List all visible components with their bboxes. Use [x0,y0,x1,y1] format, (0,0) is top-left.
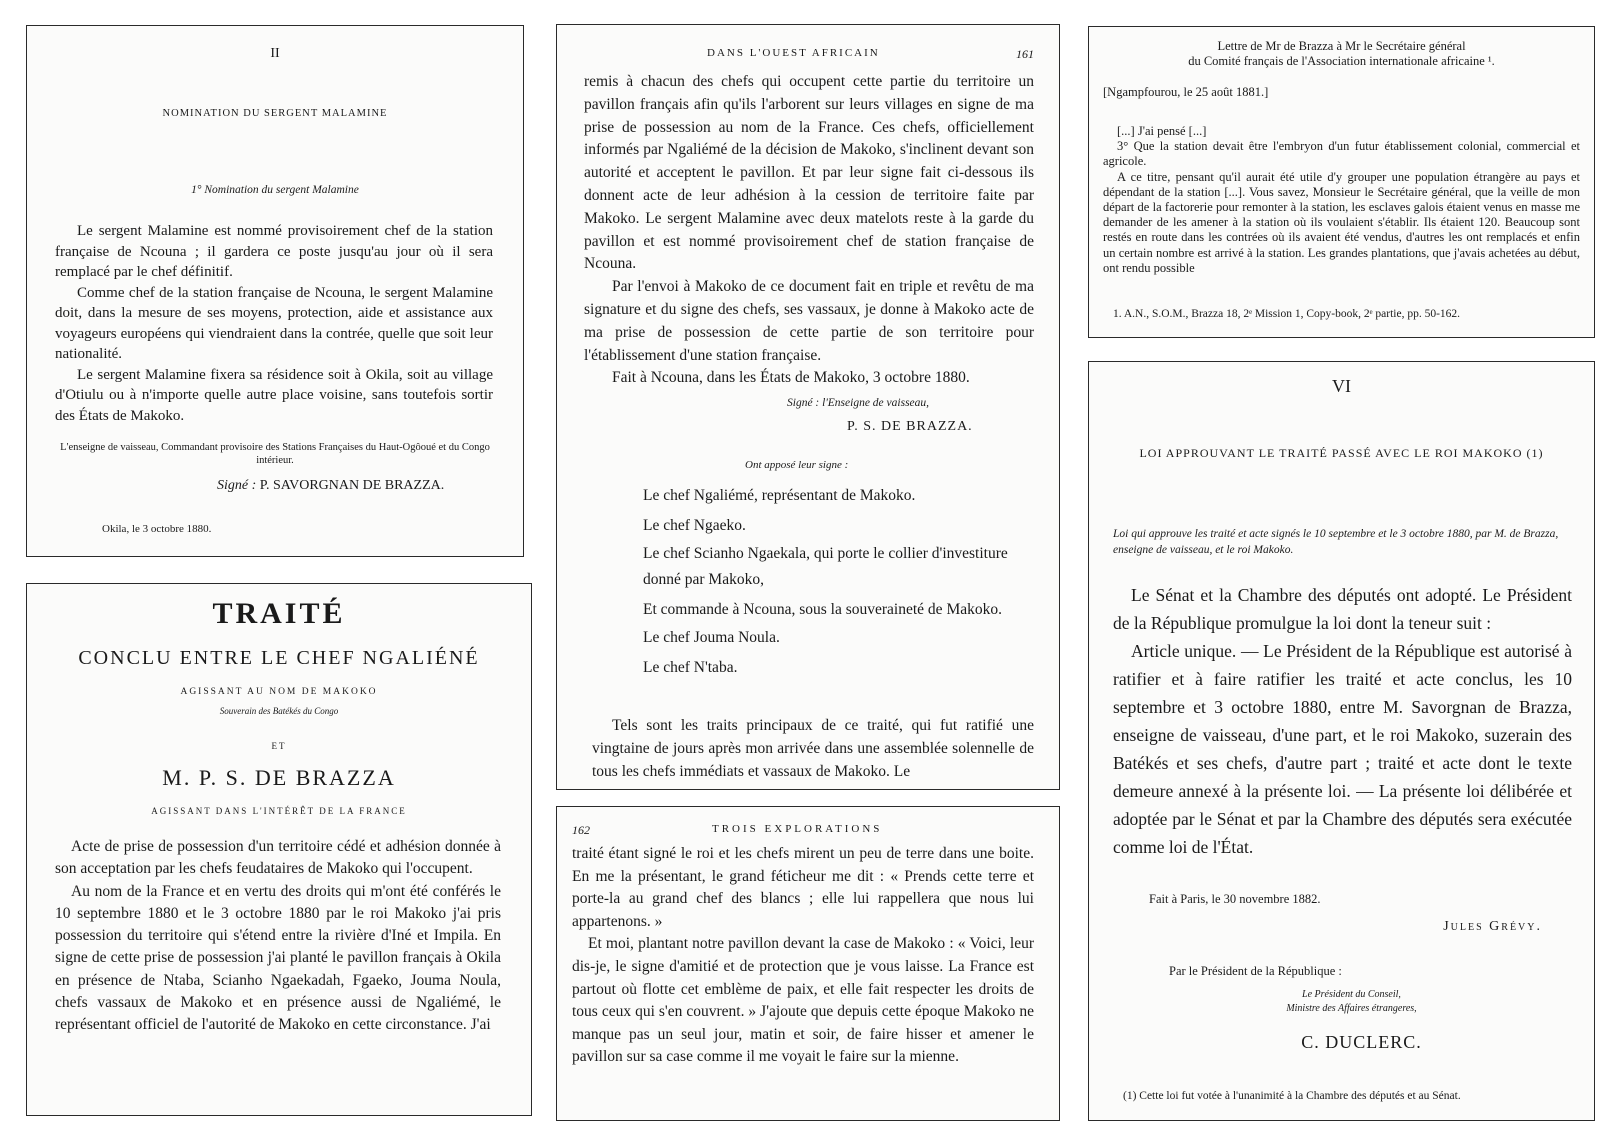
panel-loi [1088,361,1595,1121]
list-item: Le chef Scianho Ngaekala, qui porte le collier d'investiture donné par Makoko, [643,545,1008,588]
signature [217,478,444,494]
chief-list [643,481,1034,683]
treaty-line: ET [271,741,287,751]
list-item: Le chef Ngaliémé, représentant de Makoko. [643,487,916,504]
paragraph: 3° Que la station devait être l'embryon d'un futur établissement colonial, commercial et agricole. [1103,139,1580,169]
body-text [592,715,1034,783]
countersign-label: Par le Président de la République : [1169,964,1342,978]
signatory-title: L'enseigne de vaisseau, Commandant provisoire des Stations Françaises du Haut-Ogôoué et du Congo intérieur. [60,442,490,466]
list-item: Et commande à Ncouna, sous la souveraineté de Makoko. [643,601,1002,618]
list-item: Le chef Ngaeko. [643,517,746,534]
paragraph: Par l'envoi à Makoko de ce document fait en triple et revêtu de ma signature et du signe des chefs, ses vassaux, je donne à Makoko acte de ma prise de possession de cette partie de son territoire pour l'établissement d'une station française. [584,278,1034,364]
signature-name: P. S. DE BRAZZA. [847,419,973,434]
signature-label: Signé : l'Enseigne de vaisseau, [787,397,930,409]
subheading: 1° Nomination du sergent Malamine [191,184,359,196]
treaty-line: AGISSANT AU NOM DE MAKOKO [180,687,378,697]
paragraph: Au nom de la France et en vertu des droits qui m'ont été conférés le 10 septembre 1880 et le 3 octobre 1880 par le roi Makoko j'ai pris possession du territoire qui s'étend entre la rivière d'Iné et Impila. En signe de cette prise de possession j'ai planté le pavillon français à Okila en présence de Ntaba, Scianho Ngaekadah, Fgaeko, Jouma Noula, chefs vassaux de Makoko et en présence aussi de Ngaliémé, le représentant officiel de l'autorité de Makoko en cette circonstance. J'ai [55,882,501,1034]
paragraph: Le sergent Malamine est nommé provisoirement chef de la station française de Ncouna ; il gardera ce poste jusqu'au jour où il sera remplacé par le chef définitif. [55,223,493,280]
letter-title-line: Lettre de Mr de Brazza à Mr le Secrétaire général [1217,39,1466,53]
body-text [572,843,1034,1069]
panel-page-161 [556,24,1060,790]
body-text [1113,581,1572,861]
signature-name: P. SAVORGNAN DE BRAZZA. [259,478,445,493]
section-heading: NOMINATION DU SERGENT MALAMINE [162,108,388,119]
paragraph: traité étant signé le roi et les chefs mirent un peu de terre dans une boite. En me la présentant, le grand féticheur me dit : « Prends cette terre et porte-la au grand chef des blancs ; elle lui rappellera que nous lui appartenons. » [572,845,1034,930]
letter-title [1089,39,1594,69]
date-line: Fait à Paris, le 30 novembre 1882. [1149,892,1321,906]
treaty-title: TRAITÉ [212,597,346,630]
list-item: Le chef Jouma Noula. [643,629,780,646]
paragraph: Tels sont les traits principaux de ce traité, qui fut ratifié une vingtaine de jours après mon arrivée dans une assemblée solennelle de tous les chefs immédiats et vassaux de Makoko. Le [592,717,1034,780]
apposed-label: Ont apposé leur signe : [745,459,849,471]
treaty-line: AGISSANT DANS L'INTÉRÊT DE LA FRANCE [151,806,407,816]
paragraph: Article unique. — Le Président de la République est autorisé à ratifier et à faire ratifier les traité et acte conclus, les 10 septembre et 3 octobre 1880, entre M. Savorgnan de Brazza, enseigne de vaisseau, d'une part, et le roi Makoko, suzerain des Batékés et ses chefs, d'autre part ; traité et acte dont le texte demeure annexé à la présente loi. — La présente loi délibérée et adoptée par le Sénat et par la Chambre des députés sera exécutée comme loi de l'État. [1113,641,1572,857]
footnote: (1) Cette loi fut votée à l'unanimité à la Chambre des députés et au Sénat. [1123,1090,1461,1102]
place-date: [Ngampfourou, le 25 août 1881.] [1103,85,1269,99]
page-number: 162 [572,823,590,837]
body-text [584,71,1034,390]
section-heading: LOI APPROUVANT LE TRAITÉ PASSÉ AVEC LE ROI MAKOKO (1) [1139,446,1544,460]
minister-title-line: Le Président du Conseil, [1302,989,1401,1000]
letter-title-line: du Comité français de l'Association internationale africaine ¹. [1188,54,1495,68]
section-number: VI [1332,376,1351,396]
minister-signature: C. DUCLERC. [1301,1032,1422,1052]
body-text [55,836,501,1037]
signature-label: Signé : [217,478,257,493]
minister-title-line: Ministre des Affaires étrangeres, [1286,1003,1417,1014]
body-text [55,221,493,426]
paragraph: Acte de prise de possession d'un territoire cédé et adhésion donnée à son acceptation par les chefs feudataires de Makoko qui l'occupent. [55,838,501,878]
law-summary: Loi qui approuve les traité et acte signés le 10 septembre et le 3 octobre 1880, par M. de Brazza, enseigne de vaisseau, et le roi Makoko. [1113,528,1559,556]
section-number: II [270,46,280,61]
paragraph: Le Sénat et la Chambre des députés ont adopté. Le Président de la République promulgue la loi dont la teneur suit : [1113,585,1572,633]
footnote: 1. A.N., S.O.M., Brazza 18, 2ᵉ Mission 1, Copy-book, 2ᵉ partie, pp. 50-162. [1113,308,1461,320]
paragraph: [...] J'ai pensé [...] [1117,124,1207,138]
paragraph: Et moi, plantant notre pavillon devant la case de Makoko : « Voici, leur dis-je, le signe d'amitié et de protection que je vous laisse. La France est partout où flotte cet emblème de paix, et elle fait respecter les droits de tous ceux qui s'en couvrent. » J'ajoute que depuis cette époque Makoko ne manque pas un seul jour, matin et soir, de faire hisser et amener le pavillon sur sa case comme il me voyait le faire sur la mienne. [572,935,1034,1066]
panel-nomination-malamine [26,25,524,557]
president-signature: Jules Grévy. [1443,919,1542,934]
paragraph: Le sergent Malamine fixera sa résidence soit à Okila, soit au village d'Otiulu ou à n'importe quelle autre place voisine, sans toutefois sortir des États de Makoko. [55,366,493,424]
panel-page-162 [556,806,1060,1121]
paragraph: Comme chef de la station française de Ncouna, le sergent Malamine doit, dans la mesure de ses moyens, protection, aide et assistance aux voyageurs européens qui viendraient dans la contrée, quelle que soit leur nationalité. [55,284,493,362]
header-title: DANS L'OUEST AFRICAIN [707,47,880,59]
page-number: 161 [1016,47,1034,61]
minister-title [1089,988,1594,1016]
header-title: TROIS EXPLORATIONS [712,823,883,835]
paragraph: Fait à Ncouna, dans les États de Makoko, 3 octobre 1880. [612,369,970,387]
treaty-line: M. P. S. DE BRAZZA [162,765,396,790]
treaty-line: Souverain des Batékés du Congo [219,706,339,716]
treaty-line: CONCLU ENTRE LE CHEF NGALIÉNÉ [78,647,480,669]
list-item: Le chef N'taba. [643,659,738,676]
paragraph: remis à chacun des chefs qui occupent cette partie du territoire un pavillon français afin qu'ils l'arborent sur leurs villages en signe de ma prise de possession au nom de la France. Ces chefs, officiellement informés par Ngaliémé de la décision de Makoko, s'inclinent devant son autorité et acceptent le pavillon. Et par leur signe fait ci-dessous ils donnent acte de leur adhésion à la cession de territoire faite par Makoko. Le sergent Malamine avec deux matelots reste à la garde du pavillon et est nommé provisoirement chef de station française de Ncouna. [584,73,1034,273]
date-line: Okila, le 3 octobre 1880. [102,523,212,535]
paragraph: A ce titre, pensant qu'il aurait été utile d'y grouper une population étrangère au pays et dépendant de la station [...]. Vous savez, Monsieur le Secrétaire général, que la veille de mon départ de la factorerie pour remonter à la station, les esclaves galois étaient venus en masse me demander de les amener à la station où ils voulaient s'établir. Ils étaient 120. Beaucoup sont restés en route dans les contrées où ils avaient été vendus, d'autres les ont remplacés et enfin un certain nombre est arrivé à la station. Les grandes plantations, que j'avais achetées au début, ont rendu possible [1103,169,1580,275]
body-text [1103,124,1580,276]
panel-traite [26,583,532,1116]
panel-lettre-brazza [1088,26,1595,338]
